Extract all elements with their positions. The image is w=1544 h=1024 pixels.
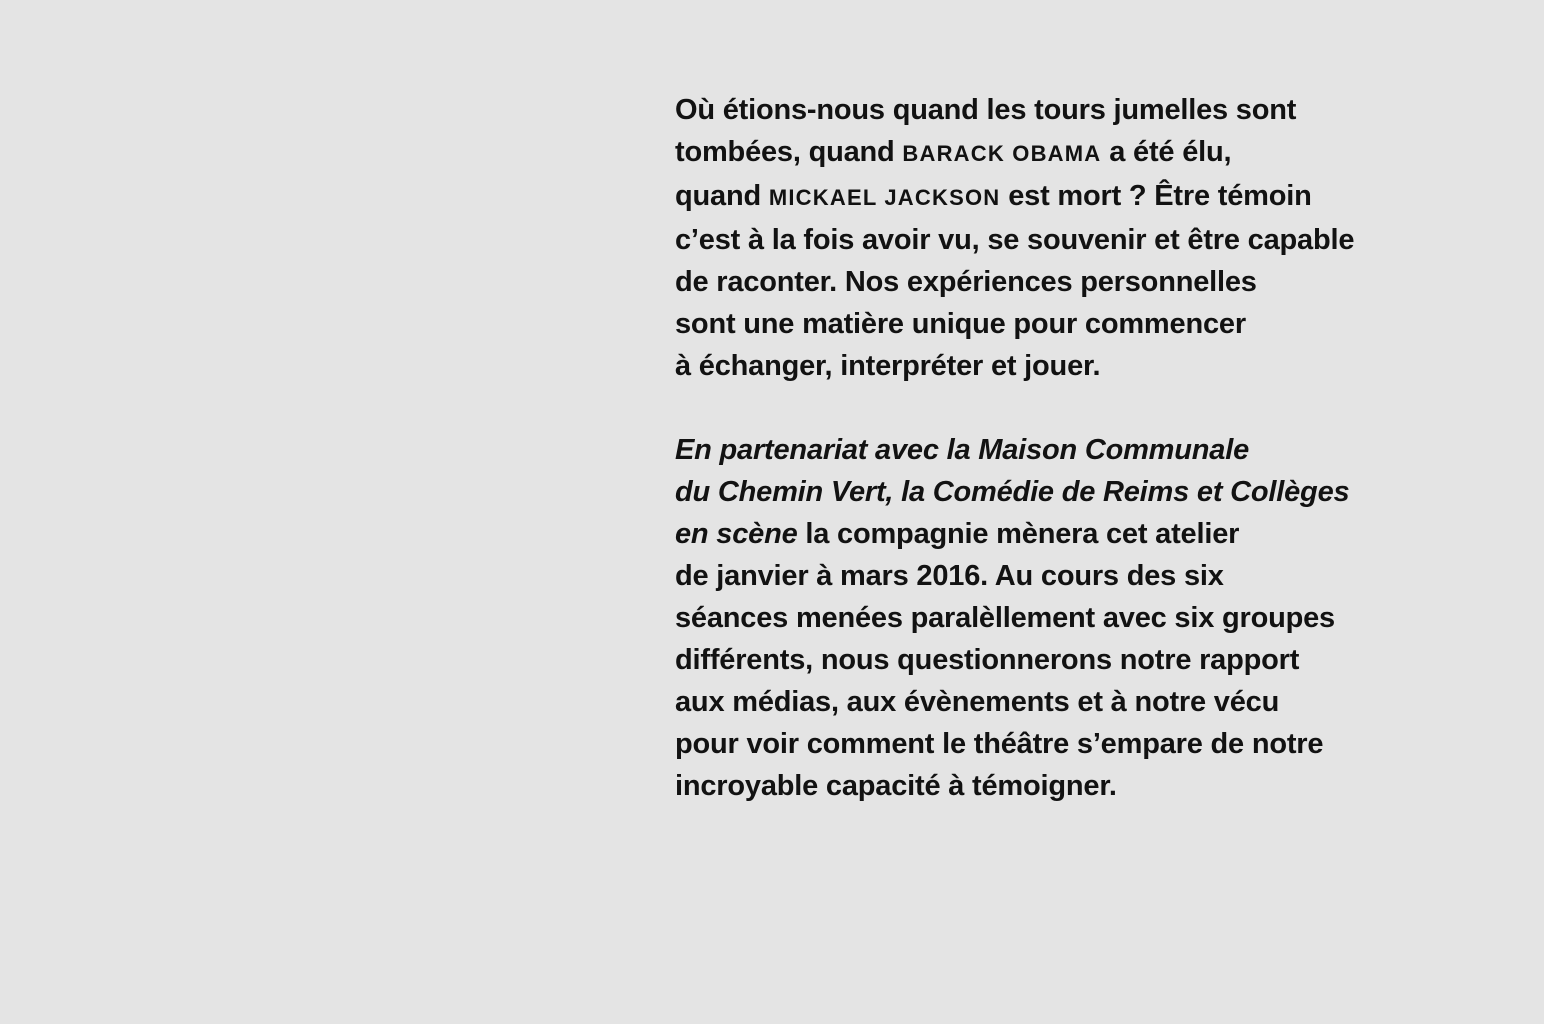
partnership-paragraph [675, 429, 1435, 807]
text-column [675, 89, 1435, 807]
person-name-mickael-jackson: MICKAEL JACKSON [768, 185, 1001, 210]
text-span: quand [675, 180, 769, 212]
text-line [675, 765, 1435, 807]
text-span: à échanger, interpréter et jouer. [675, 350, 1101, 382]
text-span: Où étions-nous quand les tours jumelles sont [675, 94, 1297, 126]
text-span: séances menées paralèllement avec six groupes [675, 602, 1335, 634]
intro-paragraph [675, 89, 1435, 387]
text-line [675, 429, 1435, 471]
text-line [675, 471, 1435, 513]
text-line [675, 513, 1435, 555]
text-span: tombées, quand [675, 136, 903, 168]
text-line [675, 303, 1435, 345]
text-line [675, 555, 1435, 597]
text-line [675, 261, 1435, 303]
text-line [675, 345, 1435, 387]
partners-text: du Chemin Vert, la Comédie de Reims et Collèges [675, 476, 1350, 508]
text-span: c’est à la fois avoir vu, se souvenir et être capable [675, 224, 1355, 256]
partners-text: En partenariat avec la Maison Communale [675, 434, 1249, 466]
text-line [675, 131, 1435, 175]
text-line [675, 597, 1435, 639]
partners-text: en scène [675, 518, 798, 550]
text-span: incroyable capacité à témoigner. [675, 770, 1117, 802]
text-span: a été élu, [1101, 136, 1232, 168]
text-span: de raconter. Nos expériences personnelles [675, 266, 1257, 298]
person-name-barack-obama: BARACK OBAMA [902, 141, 1102, 166]
text-span: sont une matière unique pour commencer [675, 308, 1246, 340]
text-span: la compagnie mènera cet atelier [797, 518, 1240, 550]
text-span: aux médias, aux évènements et à notre vécu [675, 686, 1280, 718]
text-line [675, 639, 1435, 681]
text-span: de janvier à mars 2016. Au cours des six [675, 560, 1224, 592]
text-line [675, 219, 1435, 261]
text-span: pour voir comment le théâtre s’empare de notre [675, 728, 1324, 760]
text-line [675, 89, 1435, 131]
text-line [675, 175, 1435, 219]
text-span: différents, nous questionnerons notre rapport [675, 644, 1300, 676]
text-line [675, 681, 1435, 723]
text-line [675, 723, 1435, 765]
text-span: est mort ? Être témoin [1000, 180, 1312, 212]
